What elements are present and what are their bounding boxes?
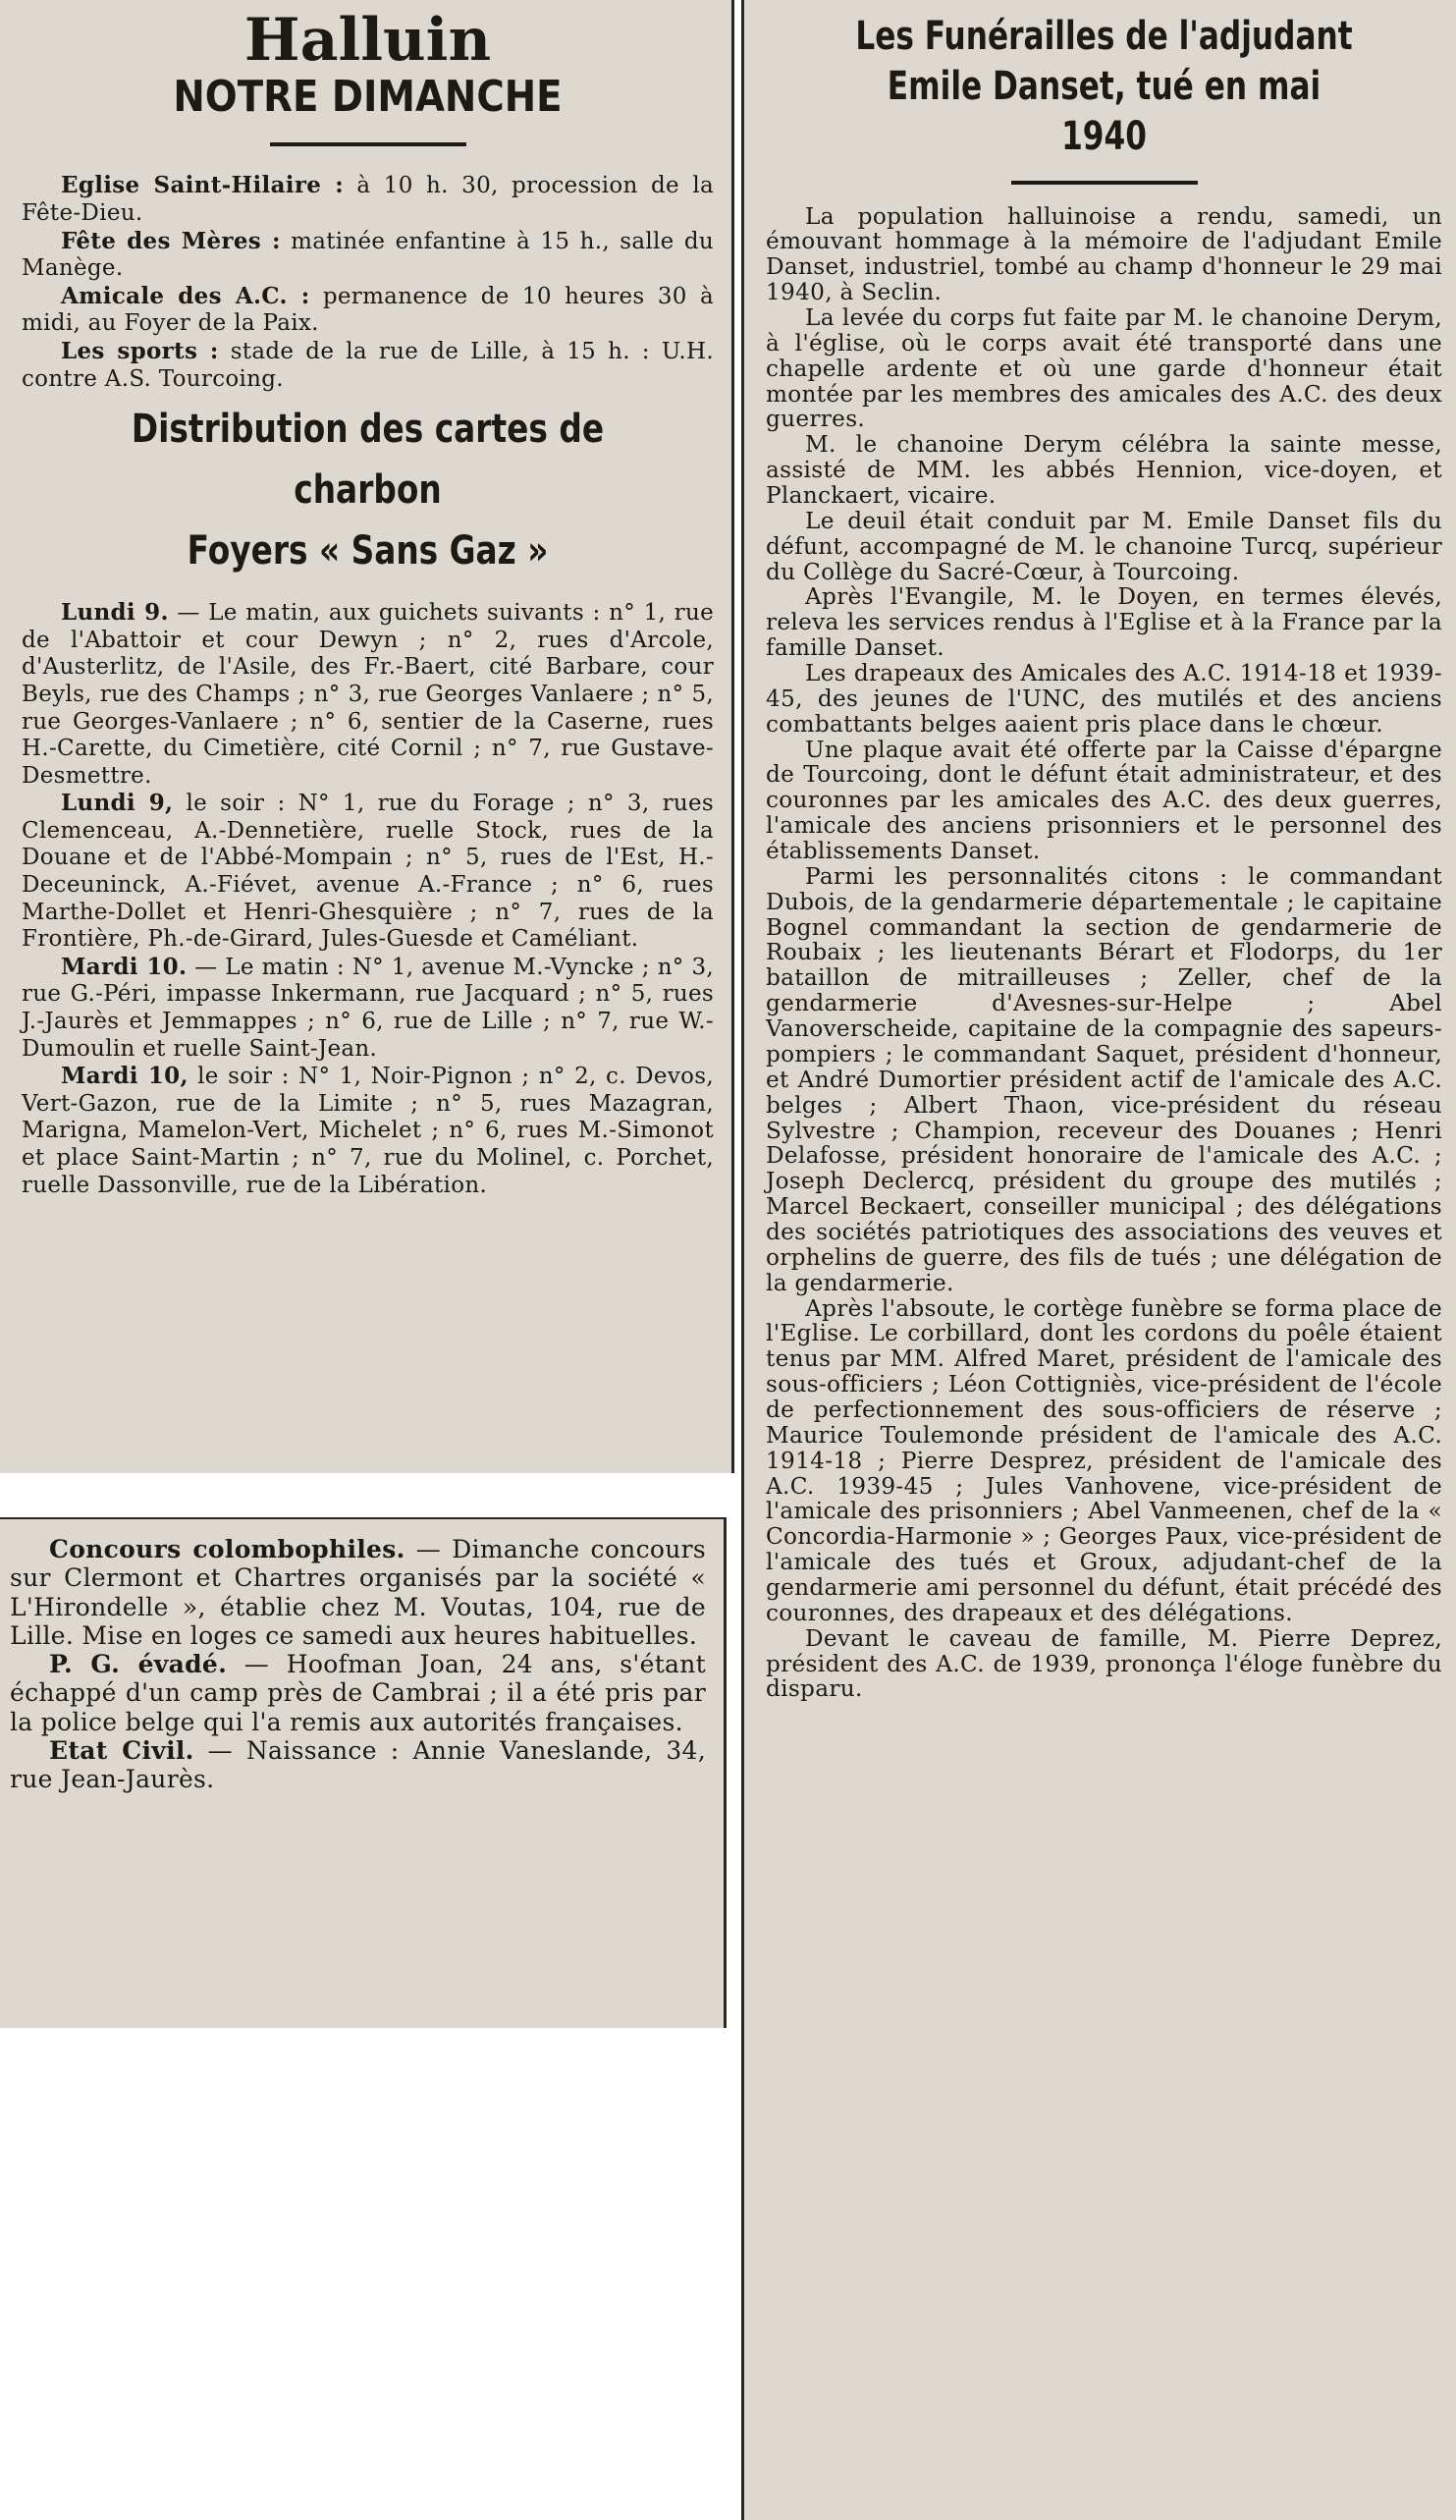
article-paragraph: Les drapeaux des Amicales des A.C. 1914-18 et 1939-45, des jeunes de l'UNC, des mutilés et des anciens combattants belges aaient pris place dans le chœur. <box>766 660 1442 738</box>
notice-paragraph: Amicale des A.C. : permanence de 10 heures 30 à midi, au Foyer de la Paix. <box>22 282 714 337</box>
notice-paragraph: Les sports : stade de la rue de Lille, à 15 h. : U.H. contre A.S. Tourcoing. <box>22 337 714 392</box>
article-paragraph: Devant le caveau de famille, M. Pierre Deprez, président des A.C. de 1939, prononça l'éloge funèbre du disparu. <box>766 1624 1442 1703</box>
news-paragraph: P. G. évadé. — Hoofman Joan, 24 ans, s'étant échappé d'un camp près de Cambrai ; il a été pris par la police belge qui l'a remis aux autorités françaises. <box>10 1650 706 1736</box>
clipping-local-news <box>0 1517 727 2028</box>
article-paragraph: Parmi les personnalités citons : le commandant Dubois, de la gendarmerie départementale ; le capitaine Bognel commandant la section de gendarmerie de Roubaix ; les lieutenants Bérart et Flodorps, du 1er bataillon de mitrailleuses ; Zeller, chef de la gendarmerie d'Avesnes-sur-Helpe ; Abel Vanoverscheide, capitaine de la compagnie des sapeurs-pompiers ; le commandant Saquet, président d'honneur, et André Dumortier président actif de l'amicale des A.C. belges ; Albert Thaon, vice-président du réseau Sylvestre ; Champion, receveur des Douanes ; Henri Delafosse, président honoraire de l'amicale des A.C. ; Joseph Declercq, président du groupe des mutilés ; Marcel Beckaert, conseiller municipal ; des délégations des sociétés patriotiques des associations des veuves et orphelins de guerre, des fils de tués ; une délégation de la gendarmerie. <box>766 862 1442 1296</box>
article-paragraph: Après l'Evangile, M. le Doyen, en termes élevés, releva les services rendus à l'Eglise et à la France par la famille Danset. <box>766 583 1442 662</box>
town-headline: Halluin <box>243 6 492 75</box>
headline-rule <box>1011 181 1198 185</box>
headline-rule <box>270 142 466 146</box>
article-paragraph: M. le chanoine Derym célébra la sainte messe, assisté de MM. les abbés Hennion, vice-doyen, et Planckaert, vicaire. <box>766 431 1442 510</box>
schedule-paragraph: Mardi 10. — Le matin : N° 1, avenue M.-Vyncke ; n° 3, rue G.-Péri, impasse Inkermann, rue Jacquard ; n° 5, rues J.-Jaurès et Jemmappes ; n° 6, rue de Lille ; n° 7, rue W.-Dumoulin et ruelle Saint-Jean. <box>22 953 714 1062</box>
article-paragraph: Le deuil était conduit par M. Emile Danset fils du défunt, accompagné de M. le chanoine Turcq, supérieur du Collège du Sacré-Cœur, à Tourcoing. <box>766 507 1442 585</box>
schedule-paragraph: Lundi 9, le soir : N° 1, rue du Forage ; n° 3, rues Clemenceau, A.-Dennetière, ruelle Stock, rues de la Douane et de l'Abbé-Mompain ; n° 5, rues de l'Est, H.-Deceuninck, A.-Fiévet, avenue A.-France ; n° 6, rues Marthe-Dollet et Henri-Ghesquière ; n° 7, rues de la Frontière, Ph.-de-Girard, Jules-Guesde et Caméliant. <box>22 790 714 953</box>
news-paragraph: Etat Civil. — Naissance : Annie Vaneslande, 34, rue Jean-Jaurès. <box>10 1735 706 1793</box>
schedule-paragraph: Lundi 9. — Le matin, aux guichets suivants : n° 1, rue de l'Abattoir et cour Dewyn ; n° 2, rues d'Arcole, d'Austerlitz, de l'Asile, des Fr.-Baert, cité Barbare, cour Beyls, rue des Champs ; n° 3, rue Georges Vanlaere ; n° 5, rue Georges-Vanlaere ; n° 6, sentier de la Caserne, rues H.-Carette, du Cimetière, cité Cornil ; n° 7, rue Gustave-Desmettre. <box>22 599 715 789</box>
article-paragraph: Une plaque avait été offerte par la Caisse d'épargne de Tourcoing, dont le défunt était administrateur, et des couronnes par les amicales des A.C. des deux guerres, l'amicale des anciens prisonniers et le personnel des établissements Danset. <box>766 736 1442 865</box>
notice-paragraph: Eglise Saint-Hilaire : à 10 h. 30, procession de la Fête-Dieu. <box>22 172 715 226</box>
notice-paragraph: Fête des Mères : matinée enfantine à 15 h., salle du Manège. <box>22 227 714 282</box>
section-title: NOTRE DIMANCHE <box>173 72 563 122</box>
article-headline: Les Funérailles de l'adjudant Emile Danset, tué en mai 1940 <box>855 14 1353 160</box>
clipping-funerailles <box>741 0 1456 2520</box>
article-paragraph: La levée du corps fut faite par M. le chanoine Derym, à l'église, où le corps avait été transporté dans une chapelle ardente et où une garde d'honneur était montée par les membres des amicales des A.C. des deux guerres. <box>766 304 1442 433</box>
charbon-headline: Distribution des cartes de charbon Foyers « Sans Gaz » <box>131 407 605 575</box>
article-paragraph: Après l'absoute, le cortège funèbre se forma place de l'Eglise. Le corbillard, dont les cordons du poêle étaient tenus par MM. Alfred Maret, président de l'amicale des sous-officiers ; Léon Cottigniès, vice-président de l'école de perfectionnement des sous-officiers de réserve ; Maurice Toulemonde président de l'amicale des A.C. 1914-18 ; Pierre Desprez, président de l'amicale des A.C. 1939-45 ; Jules Vanhovene, vice-président de l'amicale des prisonniers ; Abel Vanmeenen, chef de la « Concordia-Harmonie » ; Georges Paux, vice-président de l'amicale des tués et Groux, adjudant-chef de la gendarmerie ami personnel du défunt, était précédé des couronnes, des drapeaux et des délégations. <box>766 1294 1442 1626</box>
schedule-paragraph: Mardi 10, le soir : N° 1, Noir-Pignon ; n° 2, c. Devos, Vert-Gazon, rue de la Limite ; n° 5, rues Mazagran, Marigna, Mamelon-Vert, Michelet ; n° 6, rues M.-Simonot et place Saint-Martin ; n° 7, rue du Molinel, c. Porchet, ruelle Dassonville, rue de la Libération. <box>22 1063 714 1198</box>
clipping-notre-dimanche <box>0 0 734 1473</box>
news-paragraph: Concours colombophiles. — Dimanche concours sur Clermont et Chartres organisés par la société « L'Hirondelle », établie chez M. Voutas, 104, rue de Lille. Mise en loges ce samedi aux heures habituelles. <box>10 1535 707 1650</box>
article-paragraph: La population halluinoise a rendu, samedi, un émouvant hommage à la mémoire de l'adjudant Emile Danset, industriel, tombé au champ d'honneur le 29 mai 1940, à Seclin. <box>766 202 1442 306</box>
